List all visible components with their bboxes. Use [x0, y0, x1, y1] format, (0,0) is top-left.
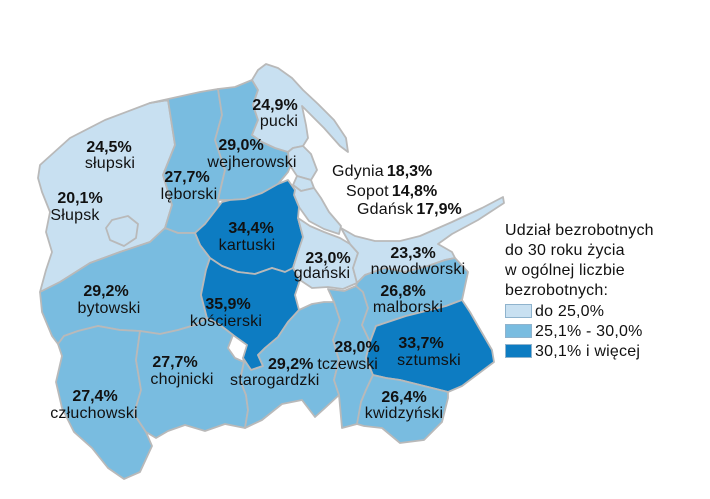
legend-swatch-high [505, 344, 532, 358]
legend-title-line-2: do 30 roku życia [505, 242, 625, 259]
label-sztumski-name: sztumski [397, 352, 461, 369]
label-kwidzynski-name: kwidzyński [364, 405, 444, 422]
label-pucki-value: 24,9% [252, 97, 298, 114]
label-gdynia-value: 18,3% [386, 163, 433, 180]
label-slupski-value: 24,5% [86, 139, 132, 156]
label-kwidzynski-value: 26,4% [381, 389, 427, 406]
label-gdanski-value: 23,0% [305, 250, 351, 267]
label-leborski-name: lęborski [160, 186, 218, 203]
label-gdynia-row [332, 164, 432, 180]
label-sopot-value: 14,8% [391, 183, 438, 200]
label-koscierski-name: kościerski [189, 313, 263, 330]
label-tczewski-name: tczewski [317, 356, 378, 373]
label-sopot-name: Sopot [346, 183, 389, 200]
label-chojnicki-value: 27,7% [152, 354, 198, 371]
legend-label-high: 30,1% i więcej [535, 343, 641, 360]
legend-title-line-4: bezrobotnych: [505, 282, 609, 299]
legend-title-line-3: w ogólnej liczbie [505, 262, 625, 279]
label-czluchowski-value: 27,4% [72, 388, 118, 405]
label-gdanski-name: gdański [293, 265, 351, 282]
label-slupsk-name: Słupsk [50, 207, 100, 224]
label-gdansk-row [357, 202, 462, 218]
legend-swatch-low [505, 304, 532, 318]
label-kartuski-name: kartuski [218, 237, 276, 254]
label-starogardzki-value: 29,2% [268, 356, 314, 373]
legend-label-low: do 25,0% [535, 303, 605, 320]
label-bytowski-value: 29,2% [83, 283, 129, 300]
label-gdansk-name: Gdańsk [357, 201, 414, 218]
label-slupsk-value: 20,1% [57, 190, 103, 207]
label-pucki-name: pucki [259, 113, 299, 130]
label-nowodworski-name: nowodworski [370, 261, 466, 278]
legend-title-line-1: Udział bezrobotnych [505, 222, 654, 239]
label-starogardzki-name: starogardzki [230, 372, 320, 389]
label-sztumski-value: 33,7% [398, 335, 444, 352]
legend-label-mid: 25,1% - 30,0% [535, 323, 643, 340]
label-leborski-value: 27,7% [164, 169, 210, 186]
label-malborski-value: 26,8% [380, 283, 426, 300]
label-wejherowski-name: wejherowski [207, 154, 297, 171]
label-sopot-row [346, 184, 437, 200]
label-starogardzki-value-tczewski-name [265, 357, 378, 373]
label-gdynia-name: Gdynia [332, 163, 384, 180]
label-chojnicki-name: chojnicki [150, 371, 214, 388]
label-nowodworski-value: 23,3% [390, 245, 436, 262]
label-malborski-name: malborski [372, 299, 444, 316]
label-wejherowski-value: 29,0% [218, 137, 264, 154]
label-slupski-name: słupski [84, 155, 136, 172]
label-kartuski-value: 34,4% [228, 220, 274, 237]
label-tczewski-value: 28,0% [334, 339, 380, 356]
legend-swatch-mid [505, 324, 532, 338]
label-czluchowski-name: człuchowski [50, 405, 138, 422]
label-bytowski-name: bytowski [77, 300, 141, 317]
label-koscierski-value: 35,9% [205, 296, 251, 313]
label-gdansk-value: 17,9% [416, 201, 462, 218]
